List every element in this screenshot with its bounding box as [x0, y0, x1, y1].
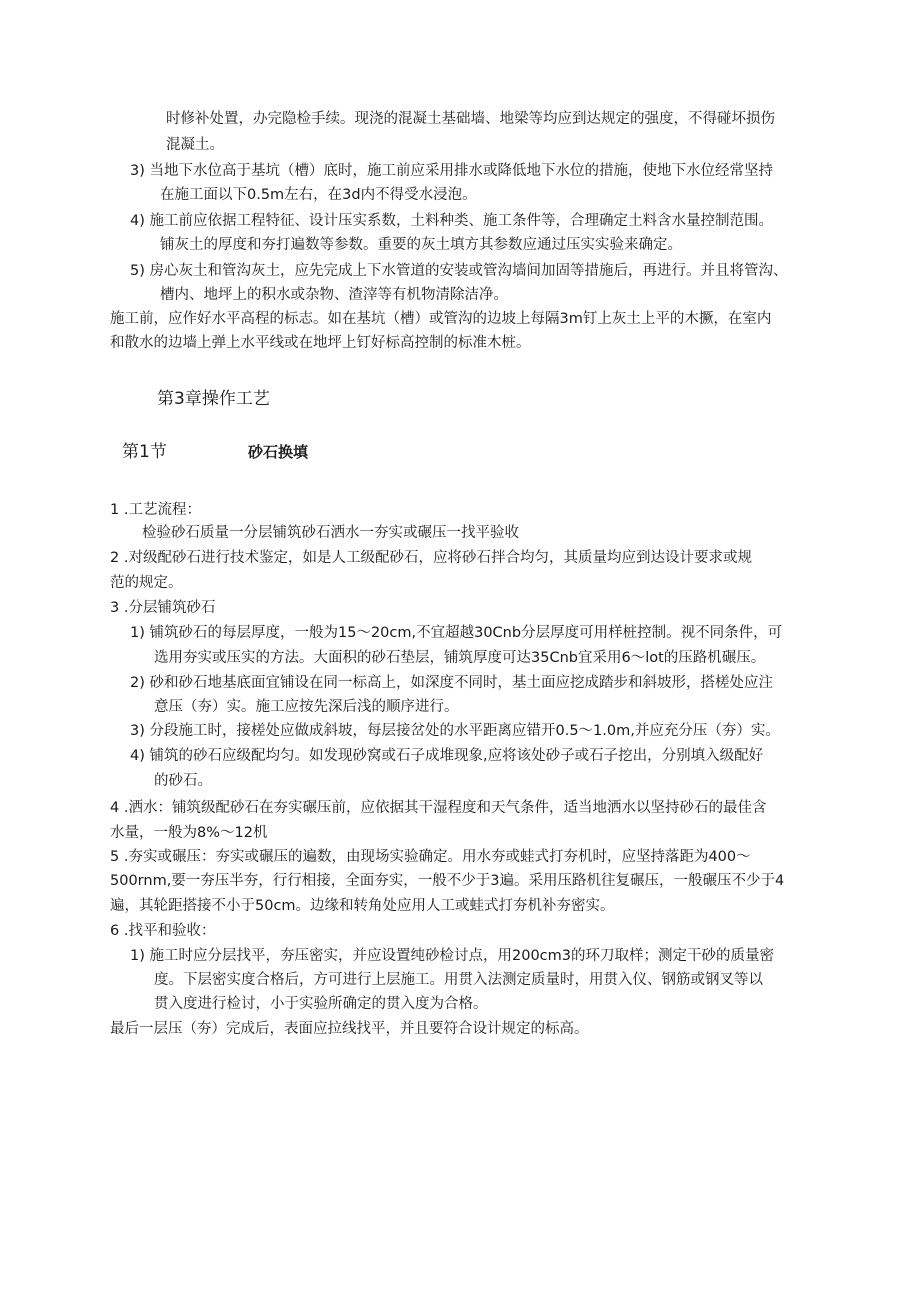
paragraph-line: 施工前，应作好水平高程的标志。如在基坑（槽）或管沟的边坡上每隔3m钉上灰土上平的木撅，在室内 — [110, 311, 772, 327]
list-item: 1) 施工时应分层找平，夯压密实，并应设置纯砂检讨点，用200cm3的环刀取样；测定干砂的质量密 — [130, 948, 774, 964]
chapter-heading: 第3章操作工艺 — [157, 389, 270, 409]
list-item: 2) 砂和砂石地基底面宜铺设在同一标高上，如深度不同时，基土面应挖成踏步和斜坡形，搭槎处应注 — [130, 675, 773, 691]
text-line: 范的规定。 — [110, 575, 183, 591]
list-item: 1) 铺筑砂石的每层厚度，一般为15〜20cm,不宜超越30Cnb分层厚度可用样桩控制。视不同条件，可 — [130, 625, 783, 641]
list-item: 4 .洒水：铺筑级配砂石在夯实碾压前，应依据其干湿程度和天气条件，适当地洒水以坚持砂石的最佳含 — [110, 800, 767, 816]
text-line: 的砂石。 — [154, 773, 212, 789]
paragraph-line: 和散水的边墙上弹上水平线或在地坪上钉好标高控制的标准木桩。 — [110, 335, 531, 351]
text-line: 槽内、地坪上的积水或杂物、渣滓等有机物清除洁净。 — [160, 287, 508, 303]
section-number: 第1节 — [122, 442, 167, 462]
text-line: 500rnm,要一夯压半夯，行行相接，全面夯实，一般不少于3遍。采用压路机往复碾压，一般碾压不少于4 — [110, 873, 785, 889]
list-item: 4) 铺筑的砂石应级配均匀。如发现砂窝或石子成堆现象,应将该处砂子或石子挖出，分别填入级配好 — [130, 748, 764, 764]
text-line: 度。下层密实度合格后，方可进行上层施工。用贯入法测定质量时，用贯入仪、钢筋或钢叉等以 — [154, 972, 763, 988]
process-flow: 检验砂石质量一分层铺筑砂石洒水一夯实或碾压一找平验收 — [142, 525, 519, 541]
text-line: 意压（夯）实。施工应按先深后浅的顺序进行。 — [154, 699, 459, 715]
text-line: 铺灰土的厚度和夯打遍数等参数。重要的灰土填方其参数应通过压实实验来确定。 — [160, 237, 682, 253]
text-line: 选用夯实或压实的方法。大面积的砂石垫层，铺筑厚度可达35Cnb宜采用6〜lot的压路机碾压。 — [154, 650, 766, 666]
text-line: 贯入度进行检讨，小于实验所确定的贯入度为合格。 — [154, 996, 488, 1012]
list-item: 1 .工艺流程： — [110, 502, 201, 518]
list-item: 6 .找平和验收： — [110, 923, 216, 939]
list-item: 4) 施工前应依据工程特征、设计压实系数，土料种类、施工条件等，合理确定土料含水量控制范围。 — [130, 213, 773, 229]
list-item: 3) 当地下水位高于基坑（槽）底时，施工前应采用排水或降低地下水位的措施，使地下水位经常坚持 — [130, 163, 773, 179]
text-line: 时修补处置，办完隐检手续。现浇的混凝土基础墙、地梁等均应到达规定的强度，不得碰坏损伤 — [166, 111, 775, 127]
list-item: 3) 分段施工时，接槎处应做成斜坡，每层接岔处的水平距离应错开0.5〜1.0m,并应充分压（夯）实。 — [130, 723, 780, 739]
section-title: 砂石换填 — [248, 443, 309, 461]
paragraph-line: 最后一层压（夯）完成后，表面应拉线找平，并且要符合设计规定的标高。 — [110, 1021, 589, 1037]
text-line: 在施工面以下0.5m左右，在3d内不得受水浸泡。 — [160, 187, 477, 203]
text-line: 混凝土。 — [166, 137, 224, 153]
section-heading — [122, 439, 309, 465]
list-item: 5) 房心灰土和管沟灰土，应先完成上下水管道的安装或管沟墙间加固等措施后，再进行。并且将管沟、 — [130, 263, 788, 279]
list-item: 3 .分层铺筑砂石 — [110, 600, 216, 616]
text-line: 水量，一般为8%〜12机 — [110, 825, 268, 841]
list-item: 5 .夯实或碾压：夯实或碾压的遍数，由现场实验确定。用水夯或蛙式打夯机时，应坚持落距为400〜 — [110, 849, 751, 865]
text-line: 遍，其轮距搭接不小于50cm。边缘和转角处应用人工或蛙式打夯机补夯密实。 — [110, 898, 615, 914]
list-item: 2 .对级配砂石进行技术鉴定，如是人工级配砂石，应将砂石拌合均匀，其质量均应到达设计要求或规 — [110, 550, 752, 566]
